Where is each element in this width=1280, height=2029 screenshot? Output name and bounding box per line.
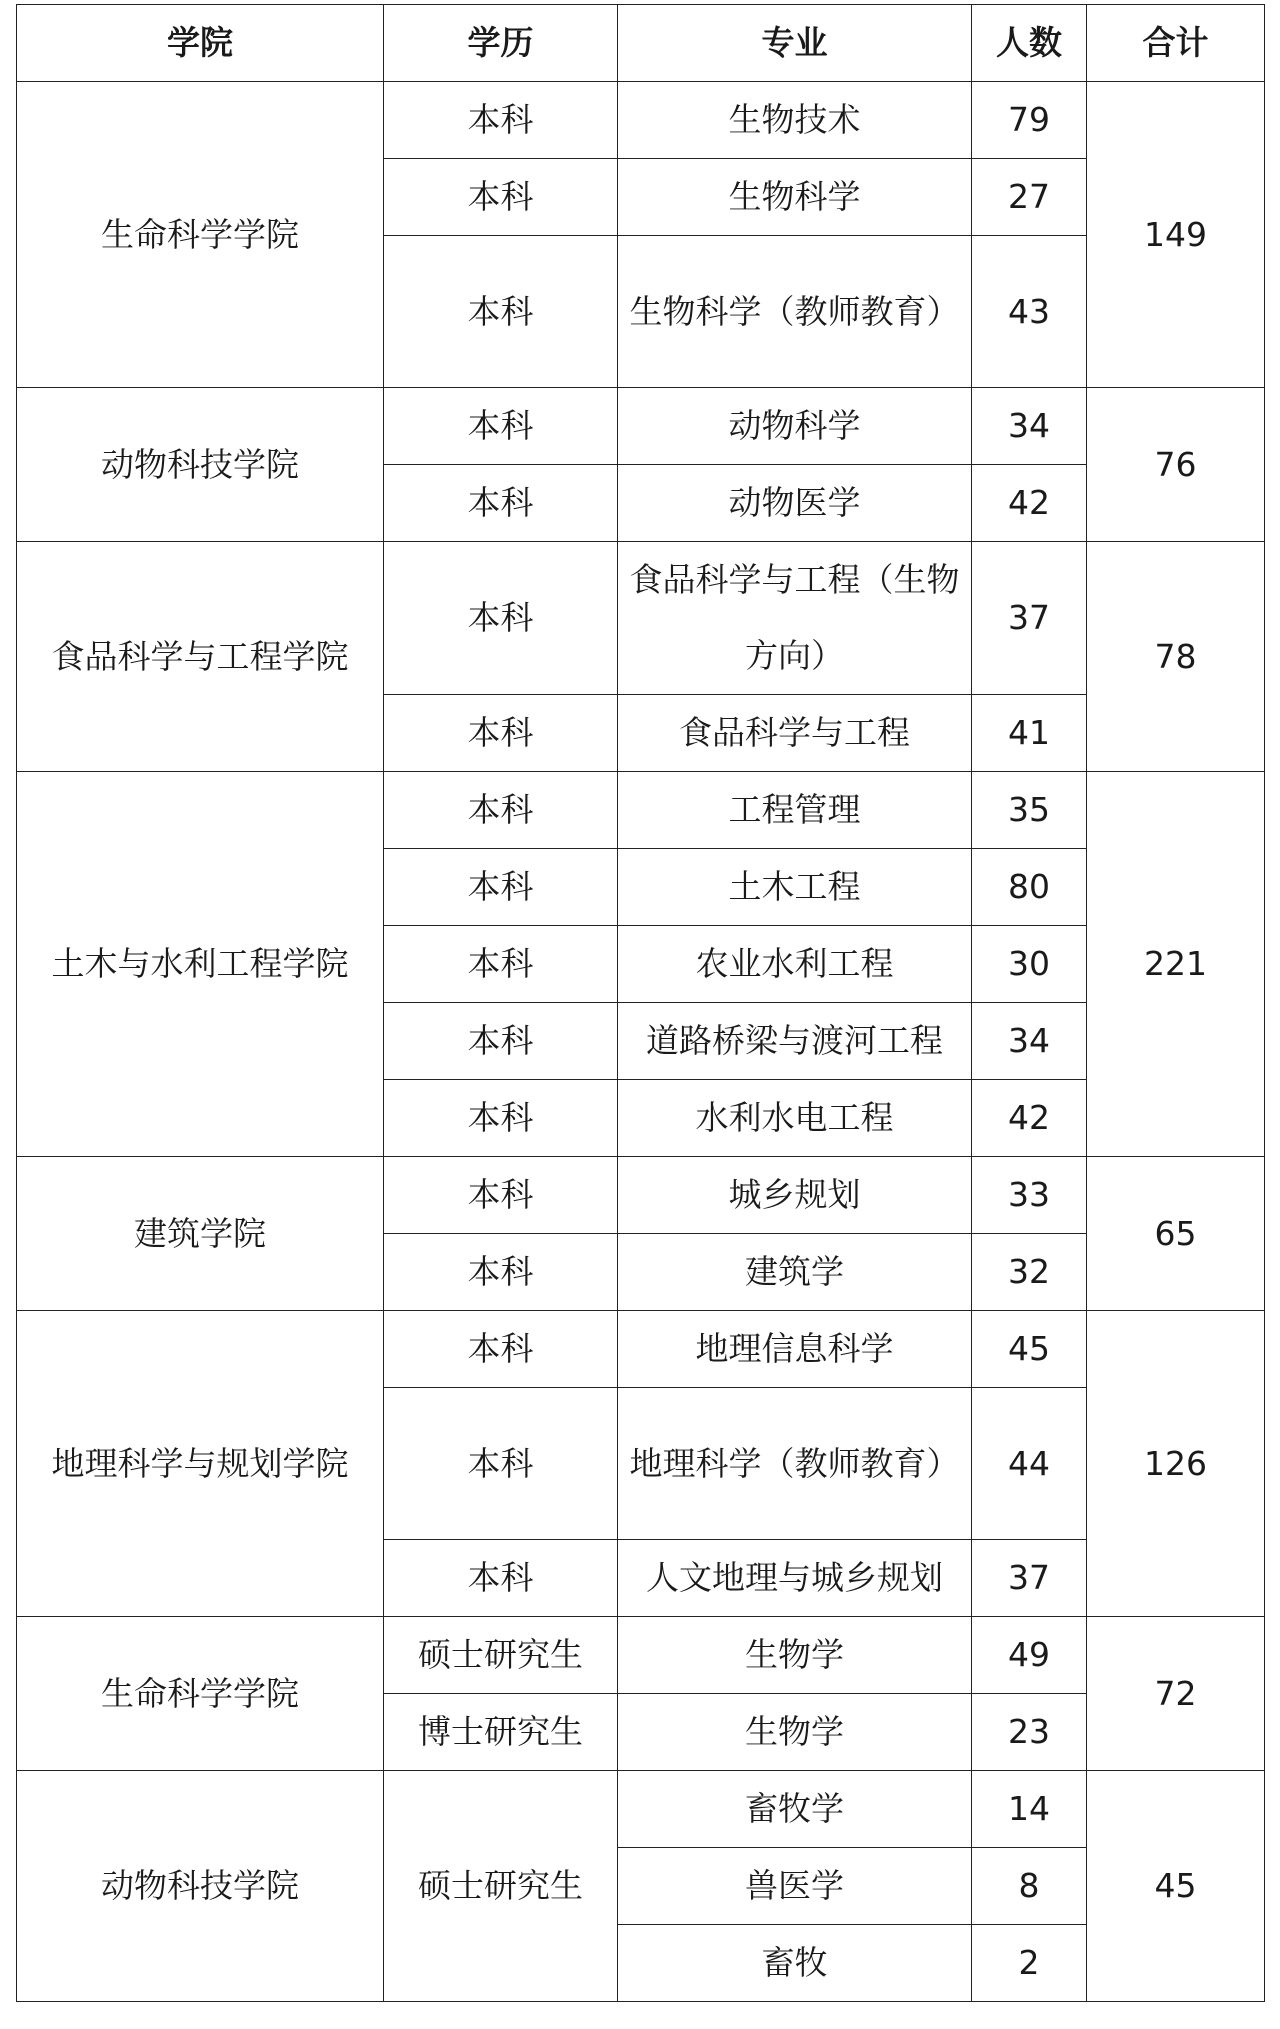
count-cell: 34 (972, 1003, 1087, 1080)
header-count: 人数 (972, 5, 1087, 82)
major-cell: 食品科学与工程 (618, 695, 972, 772)
degree-cell: 本科 (384, 542, 618, 695)
table-row (17, 1311, 1265, 1388)
degree-cell: 本科 (384, 1540, 618, 1617)
major-cell: 道路桥梁与渡河工程 (618, 1003, 972, 1080)
total-cell: 45 (1087, 1771, 1265, 2002)
college-cell: 建筑学院 (17, 1157, 384, 1311)
count-cell: 27 (972, 159, 1087, 236)
major-cell: 畜牧 (618, 1925, 972, 2002)
degree-cell: 本科 (384, 1080, 618, 1157)
college-cell: 食品科学与工程学院 (17, 542, 384, 772)
count-cell: 30 (972, 926, 1087, 1003)
degree-cell: 硕士研究生 (384, 1771, 618, 2002)
degree-cell: 本科 (384, 695, 618, 772)
count-cell: 41 (972, 695, 1087, 772)
degree-cell: 博士研究生 (384, 1694, 618, 1771)
table-row (17, 542, 1265, 695)
total-cell: 65 (1087, 1157, 1265, 1311)
major-cell: 生物科学（教师教育） (618, 236, 972, 388)
count-cell: 80 (972, 849, 1087, 926)
header-row (17, 5, 1265, 82)
degree-cell: 本科 (384, 1388, 618, 1540)
major-cell: 畜牧学 (618, 1771, 972, 1848)
major-cell: 生物科学 (618, 159, 972, 236)
college-cell: 生命科学学院 (17, 1617, 384, 1771)
major-cell: 工程管理 (618, 772, 972, 849)
table-body (17, 82, 1265, 2002)
major-cell: 生物技术 (618, 82, 972, 159)
count-cell: 8 (972, 1848, 1087, 1925)
header-degree: 学历 (384, 5, 618, 82)
degree-cell: 本科 (384, 849, 618, 926)
major-cell: 食品科学与工程（生物方向） (618, 542, 972, 695)
table-header (17, 5, 1265, 82)
degree-cell: 本科 (384, 1234, 618, 1311)
count-cell: 34 (972, 388, 1087, 465)
total-cell: 78 (1087, 542, 1265, 772)
table-row (17, 1771, 1265, 1848)
college-cell: 动物科技学院 (17, 388, 384, 542)
total-cell: 221 (1087, 772, 1265, 1157)
major-cell: 农业水利工程 (618, 926, 972, 1003)
table-row (17, 1157, 1265, 1234)
total-cell: 72 (1087, 1617, 1265, 1771)
count-cell: 49 (972, 1617, 1087, 1694)
degree-cell: 本科 (384, 772, 618, 849)
total-cell: 76 (1087, 388, 1265, 542)
count-cell: 2 (972, 1925, 1087, 2002)
degree-cell: 本科 (384, 388, 618, 465)
degree-cell: 本科 (384, 82, 618, 159)
count-cell: 42 (972, 465, 1087, 542)
major-cell: 动物科学 (618, 388, 972, 465)
degree-cell: 本科 (384, 926, 618, 1003)
table-row (17, 772, 1265, 849)
count-cell: 42 (972, 1080, 1087, 1157)
degree-cell: 本科 (384, 1157, 618, 1234)
major-cell: 水利水电工程 (618, 1080, 972, 1157)
degree-cell: 本科 (384, 465, 618, 542)
table-row (17, 82, 1265, 159)
college-cell: 地理科学与规划学院 (17, 1311, 384, 1617)
degree-cell: 本科 (384, 1311, 618, 1388)
count-cell: 43 (972, 236, 1087, 388)
degree-cell: 硕士研究生 (384, 1617, 618, 1694)
count-cell: 79 (972, 82, 1087, 159)
count-cell: 37 (972, 1540, 1087, 1617)
major-cell: 地理科学（教师教育） (618, 1388, 972, 1540)
college-cell: 动物科技学院 (17, 1771, 384, 2002)
total-cell: 126 (1087, 1311, 1265, 1617)
count-cell: 33 (972, 1157, 1087, 1234)
major-cell: 生物学 (618, 1694, 972, 1771)
major-cell: 人文地理与城乡规划 (618, 1540, 972, 1617)
college-cell: 土木与水利工程学院 (17, 772, 384, 1157)
header-major: 专业 (618, 5, 972, 82)
count-cell: 37 (972, 542, 1087, 695)
total-cell: 149 (1087, 82, 1265, 388)
header-college: 学院 (17, 5, 384, 82)
major-cell: 建筑学 (618, 1234, 972, 1311)
major-cell: 兽医学 (618, 1848, 972, 1925)
degree-cell: 本科 (384, 236, 618, 388)
major-cell: 生物学 (618, 1617, 972, 1694)
count-cell: 35 (972, 772, 1087, 849)
count-cell: 23 (972, 1694, 1087, 1771)
enrollment-table (16, 4, 1265, 2002)
major-cell: 土木工程 (618, 849, 972, 926)
count-cell: 14 (972, 1771, 1087, 1848)
count-cell: 44 (972, 1388, 1087, 1540)
major-cell: 动物医学 (618, 465, 972, 542)
table-row (17, 388, 1265, 465)
degree-cell: 本科 (384, 159, 618, 236)
table-row (17, 1617, 1265, 1694)
header-total: 合计 (1087, 5, 1265, 82)
count-cell: 45 (972, 1311, 1087, 1388)
degree-cell: 本科 (384, 1003, 618, 1080)
major-cell: 城乡规划 (618, 1157, 972, 1234)
count-cell: 32 (972, 1234, 1087, 1311)
major-cell: 地理信息科学 (618, 1311, 972, 1388)
college-cell: 生命科学学院 (17, 82, 384, 388)
